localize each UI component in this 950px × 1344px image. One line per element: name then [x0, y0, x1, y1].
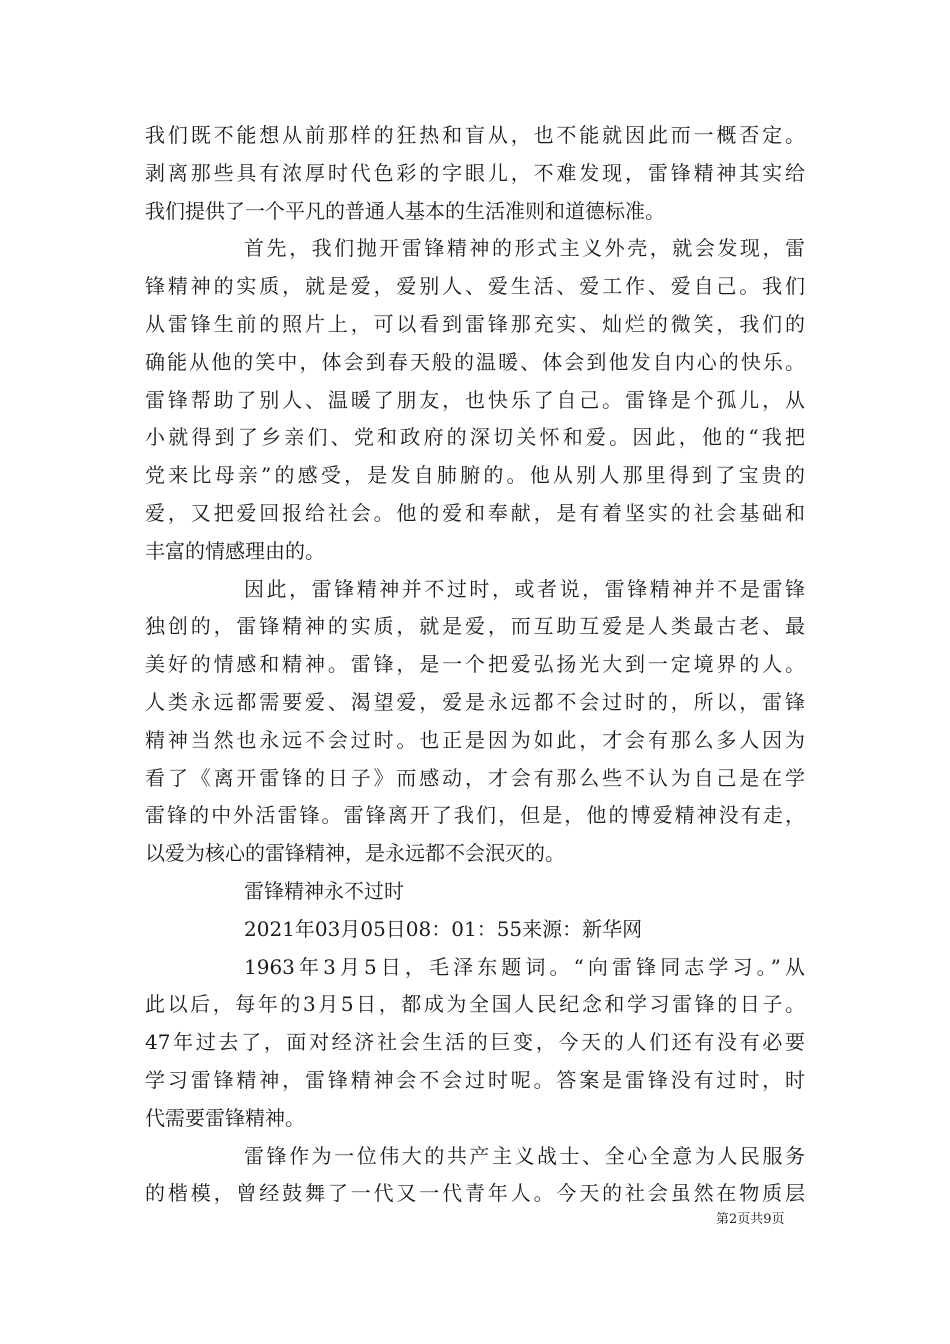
text-line: 我们提供了一个平凡的普通人基本的生活准则和道德标准。: [145, 198, 665, 223]
text-line: 此以后，每年的3月5日，都成为全国人民纪念和学习雷锋的日子。: [145, 992, 805, 1017]
text-line: 看了《离开雷锋的日子》而感动，才会有那么些不认为自己是在学: [145, 765, 805, 790]
page-number: 第2页共9页: [716, 1212, 785, 1227]
paragraph-not-outdated: [145, 571, 805, 873]
paragraph-essence-love: [145, 230, 805, 570]
text-line: 学习雷锋精神，雷锋精神会不会过时呢。答案是雷锋没有过时，时: [145, 1067, 805, 1092]
paragraph-intro-continued: [145, 117, 805, 230]
text-line: 剥离那些具有浓厚时代色彩的字眼儿，不难发现，雷锋精神其实给: [145, 160, 805, 185]
text-line: 爱，又把爱回报给社会。他的爱和奉献，是有着坚实的社会基础和: [145, 500, 805, 525]
text-line: 首先，我们抛开雷锋精神的形式主义外壳，就会发现，雷: [244, 236, 805, 261]
text-line: 独创的，雷锋精神的实质，就是爱，而互助互爱是人类最古老、最: [145, 614, 805, 639]
text-line: 代需要雷锋精神。: [145, 1105, 305, 1130]
text-line: 的楷模，曾经鼓舞了一代又一代青年人。今天的社会虽然在物质层: [145, 1181, 805, 1206]
article-title: 雷锋精神永不过时: [244, 878, 404, 903]
text-line: 47年过去了，面对经济社会生活的巨变，今天的人们还有没有必要: [145, 1030, 805, 1055]
text-line: 党来比母亲”的感受，是发自肺腑的。他从别人那里得到了宝贵的: [145, 463, 805, 488]
text-line: 雷锋的中外活雷锋。雷锋离开了我们，但是，他的博爱精神没有走，: [145, 803, 805, 828]
article-dateline: 2021年03月05日08：01：55来源：新华网: [244, 916, 643, 941]
text-line: 小就得到了乡亲们、党和政府的深切关怀和爱。因此，他的“我把: [145, 425, 805, 450]
text-line: 锋精神的实质，就是爱，爱别人、爱生活、爱工作、爱自己。我们: [145, 274, 805, 299]
text-line: 雷锋作为一位伟大的共产主义战士、全心全意为人民服务: [244, 1143, 805, 1168]
text-line: 丰富的情感理由的。: [145, 538, 325, 563]
body-text: [145, 117, 805, 1213]
text-line: 我们既不能想从前那样的狂热和盲从，也不能就因此而一概否定。: [145, 123, 805, 147]
text-line: 美好的情感和精神。雷锋，是一个把爱弘扬光大到一定境界的人。: [145, 652, 805, 677]
text-line: 确能从他的笑中，体会到春天般的温暖、体会到他发自内心的快乐。: [145, 349, 805, 374]
paragraph-1963-inscription: [145, 949, 805, 1138]
text-line: 因此，雷锋精神并不过时，或者说，雷锋精神并不是雷锋: [244, 576, 805, 601]
text-line: 人类永远都需要爱、渴望爱，爱是永远都不会过时的，所以，雷锋: [145, 689, 805, 714]
text-line: 精神当然也永远不会过时。也正是因为如此，才会有那么多人因为: [145, 727, 805, 752]
text-line: 1963年3月5日，毛泽东题词。“向雷锋同志学习。”从: [244, 954, 805, 979]
paragraph-communist-fighter: [145, 1138, 805, 1214]
text-line: 雷锋帮助了别人、温暖了朋友，也快乐了自己。雷锋是个孤儿，从: [145, 387, 805, 412]
text-line: 以爱为核心的雷锋精神，是永远都不会泯灭的。: [145, 841, 565, 866]
text-line: 从雷锋生前的照片上，可以看到雷锋那充实、灿烂的微笑，我们的: [145, 311, 805, 336]
